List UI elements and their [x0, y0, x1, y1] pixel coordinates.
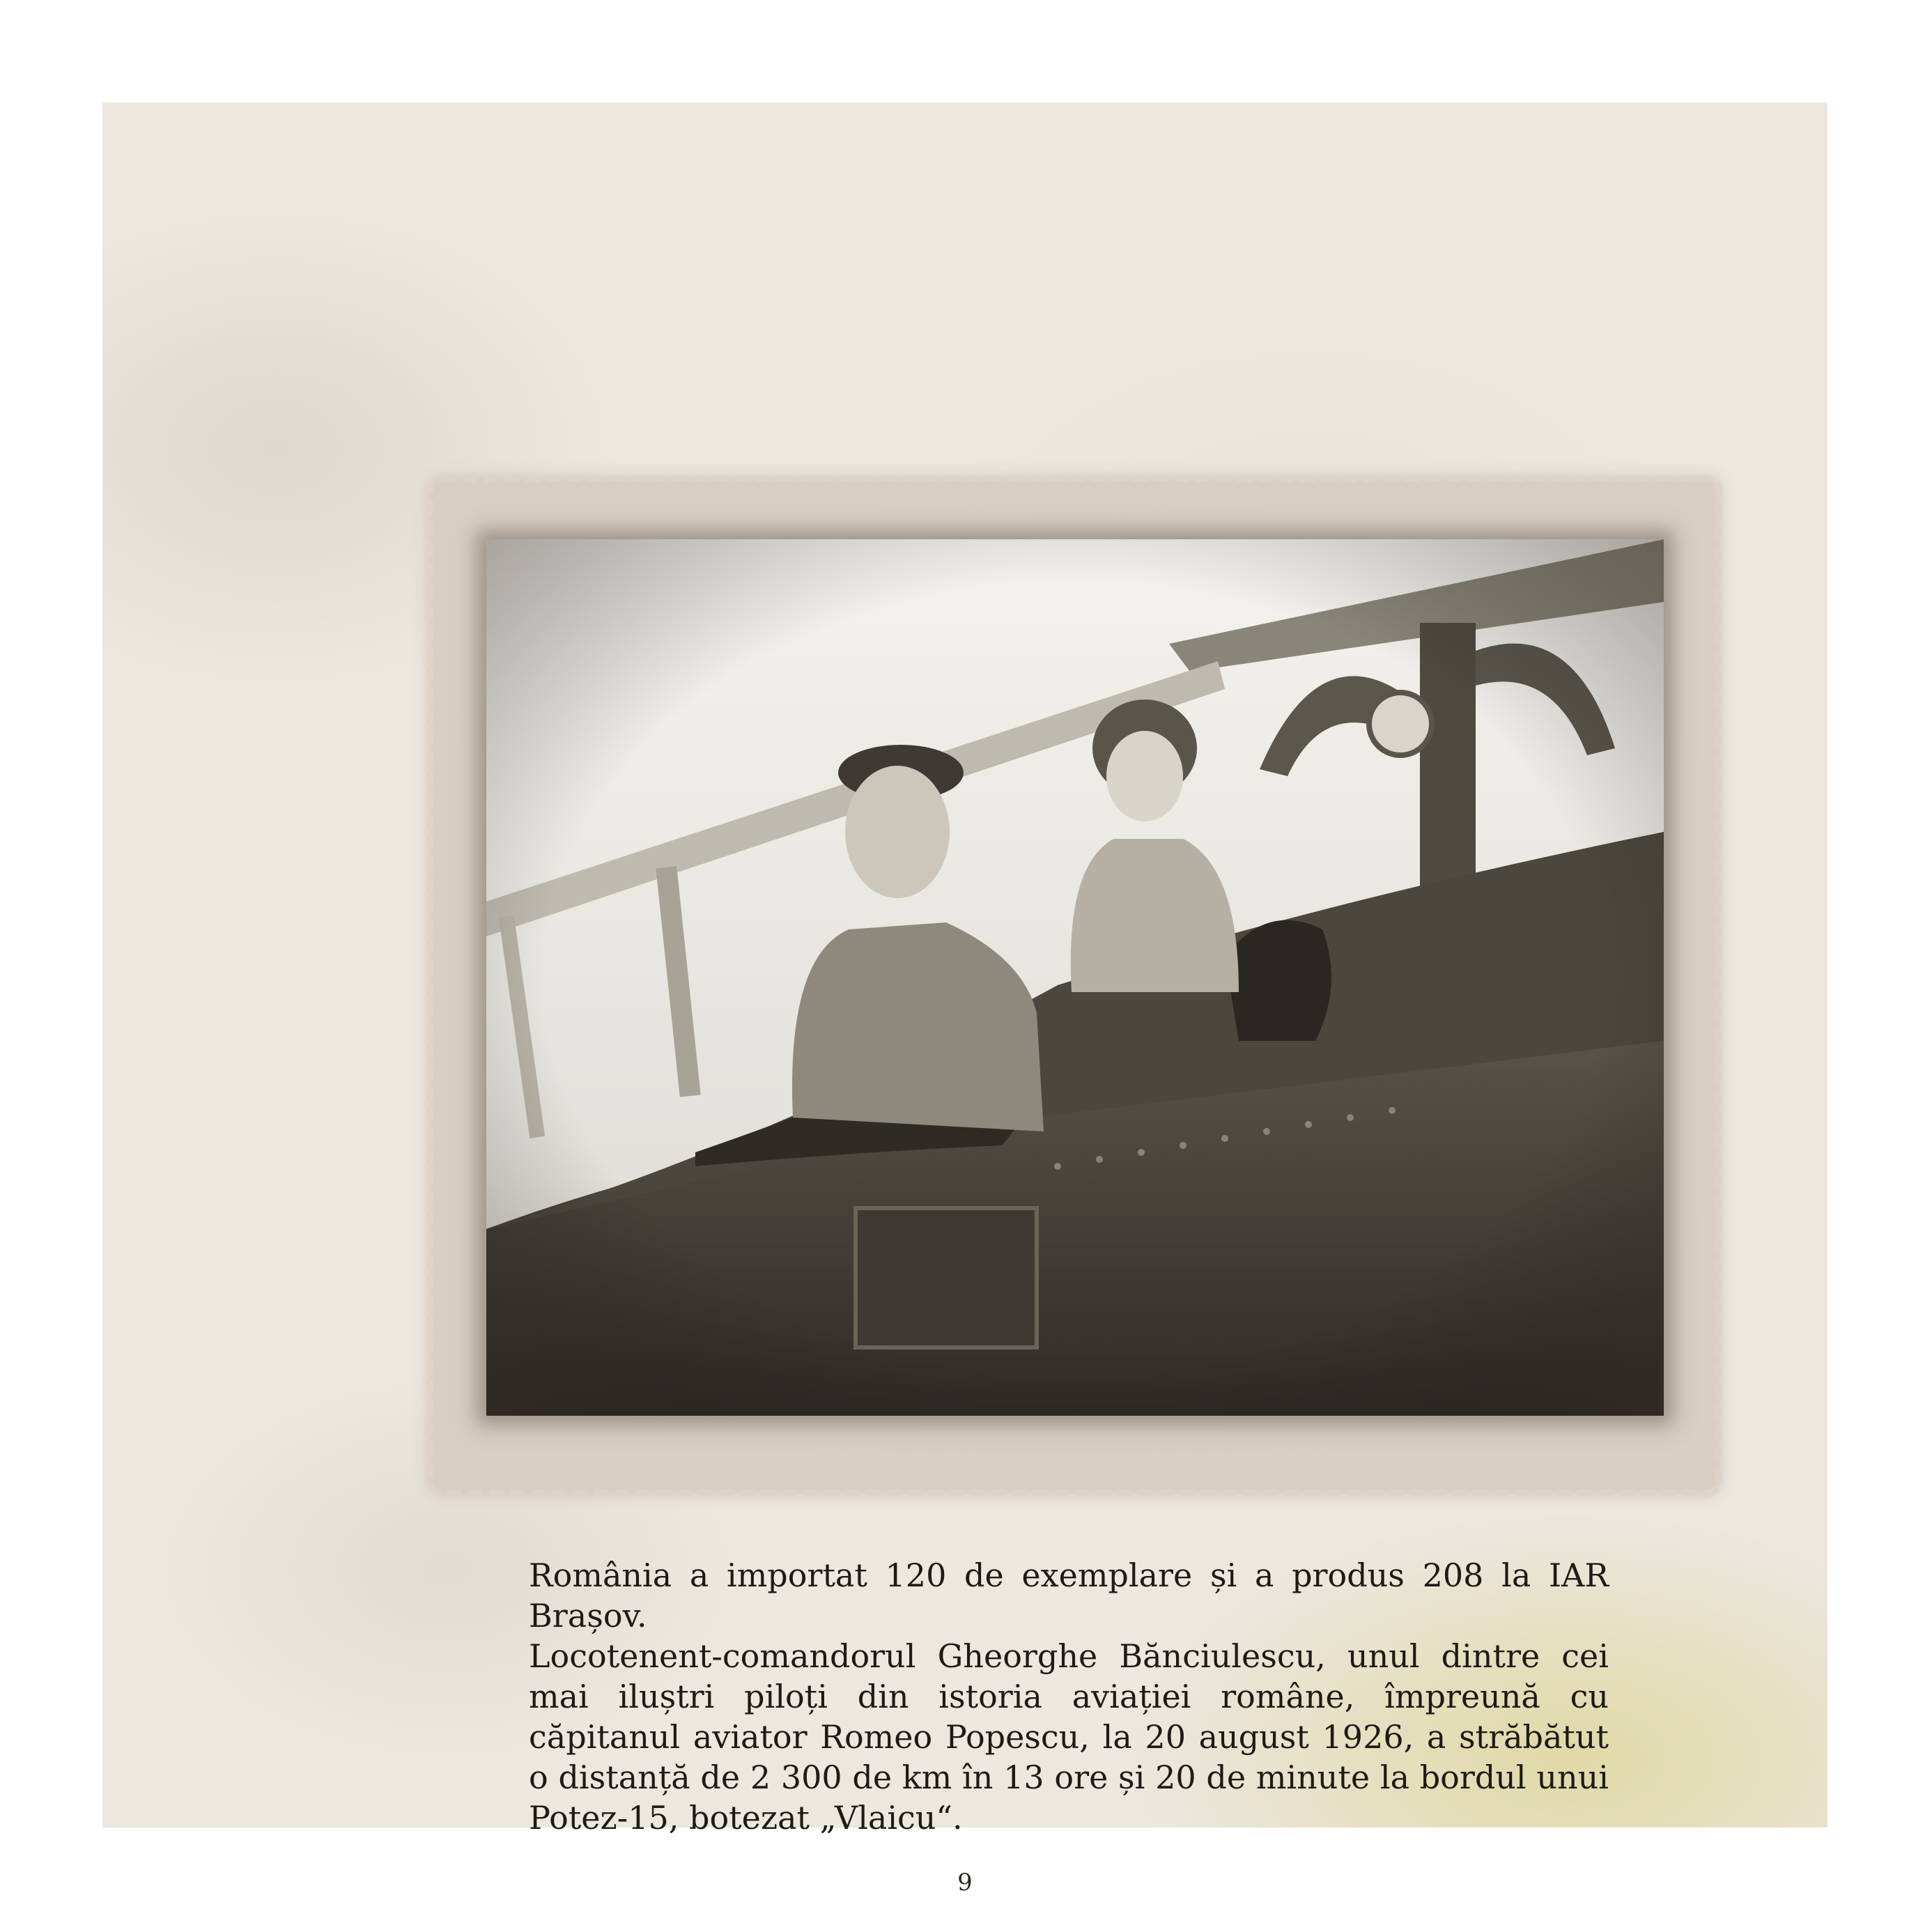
photo-frame [433, 482, 1715, 1490]
photo-caption [529, 1555, 1609, 1838]
book-page [102, 102, 1827, 1896]
caption-paragraph: Locotenent-comandorul Gheorghe Bănciulescu, unul dintre cei mai iluștri piloți din istoria aviației române, împreună cu căpitanul aviator Romeo Popescu, la 20 august 1926, a străbătut o distanță de 2 300 de km în 13 ore și 20 de minute la bordul unui Potez-15, botezat „Vlaicu“. [529, 1637, 1609, 1837]
caption-first-line: România a importat 120 de exemplare și a produs 208 la IAR Brașov. [529, 1556, 1609, 1635]
biplane-illustration [486, 539, 1664, 1416]
page-number: 9 [957, 1869, 973, 1896]
biplane-photo [486, 539, 1664, 1416]
